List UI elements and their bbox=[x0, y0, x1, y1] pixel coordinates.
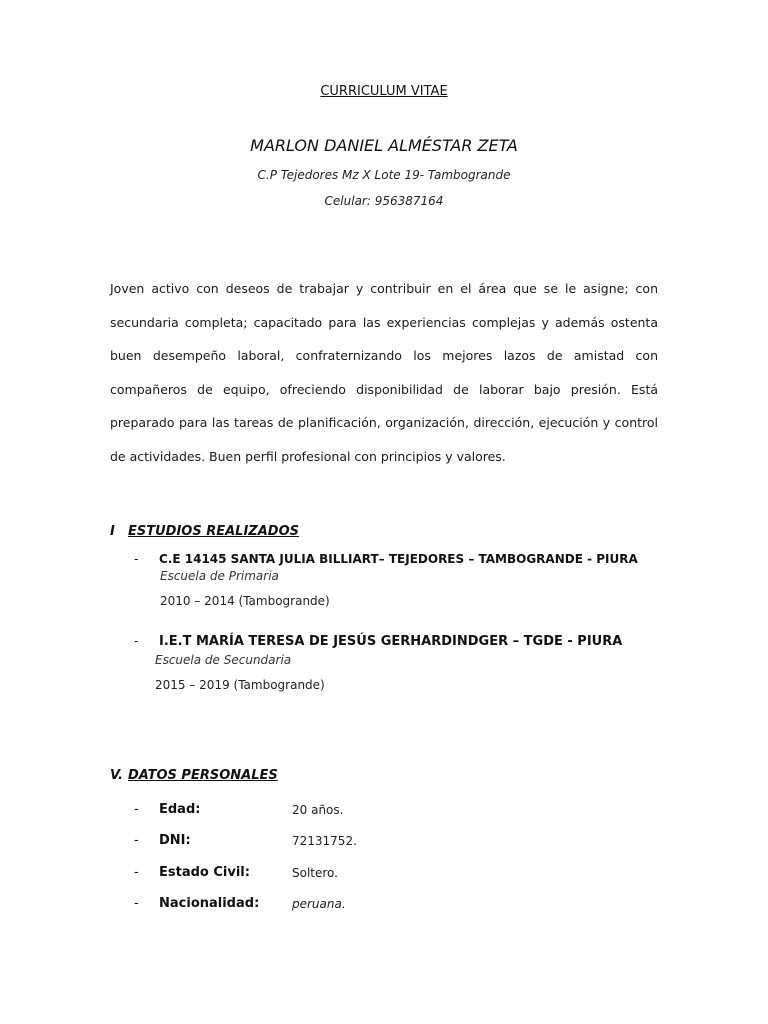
list-bullet: - bbox=[134, 802, 139, 817]
candidate-phone: Celular: 956387164 bbox=[324, 194, 444, 208]
field-label: DNI: bbox=[159, 833, 191, 848]
school-years: 2010 – 2014 (Tambogrande) bbox=[160, 594, 330, 608]
document-title: CURRICULUM VITAE bbox=[320, 84, 448, 99]
field-value: 20 años. bbox=[292, 803, 344, 817]
personal-data-row-nationality bbox=[134, 896, 634, 916]
personal-section-title bbox=[110, 768, 278, 783]
list-bullet: - bbox=[134, 865, 139, 880]
personal-data-row-dni bbox=[134, 833, 634, 853]
list-bullet: - bbox=[134, 833, 139, 848]
personal-section-number: V. bbox=[110, 768, 123, 783]
field-value: peruana. bbox=[292, 897, 346, 911]
list-bullet: - bbox=[134, 634, 139, 648]
personal-section-heading: DATOS PERSONALES bbox=[128, 768, 278, 783]
school-name: I.E.T MARÍA TERESA DE JESÚS GERHARDINDGER – TGDE - PIURA bbox=[159, 634, 623, 649]
field-label: Edad: bbox=[159, 802, 201, 817]
personal-data-row-age bbox=[134, 802, 634, 822]
personal-data-row-civil-status bbox=[134, 865, 634, 885]
school-name: C.E 14145 SANTA JULIA BILLIART– TEJEDORES – TAMBOGRANDE - PIURA bbox=[159, 552, 638, 566]
school-level: Escuela de Primaria bbox=[160, 569, 279, 583]
school-years: 2015 – 2019 (Tambogrande) bbox=[155, 678, 325, 692]
field-value: 72131752. bbox=[292, 834, 357, 848]
candidate-name: MARLON DANIEL ALMÉSTAR ZETA bbox=[250, 136, 518, 155]
field-label: Estado Civil: bbox=[159, 865, 250, 880]
list-bullet: - bbox=[134, 896, 139, 911]
education-section-number: I bbox=[110, 524, 115, 539]
school-level: Escuela de Secundaria bbox=[155, 653, 292, 667]
profile-summary: Joven activo con deseos de trabajar y contribuir en el área que se le asigne; con secundaria completa; capacitado para las experiencias complejas y además ostenta buen desempeño laboral, confraternizando los mejores lazos de amistad con compañeros de equipo, ofreciendo disponibilidad de laborar bajo presión. Está preparado para las tareas de planificación, organización, dirección, ejecución y control de actividades. Buen perfil profesional con principios y valores. bbox=[110, 281, 658, 464]
education-section-heading: ESTUDIOS REALIZADOS bbox=[128, 524, 299, 539]
candidate-address: C.P Tejedores Mz X Lote 19- Tambogrande bbox=[257, 168, 511, 182]
field-value: Soltero. bbox=[292, 866, 338, 880]
field-label: Nacionalidad: bbox=[159, 896, 260, 911]
education-section-title bbox=[110, 524, 299, 539]
list-bullet: - bbox=[134, 552, 139, 566]
